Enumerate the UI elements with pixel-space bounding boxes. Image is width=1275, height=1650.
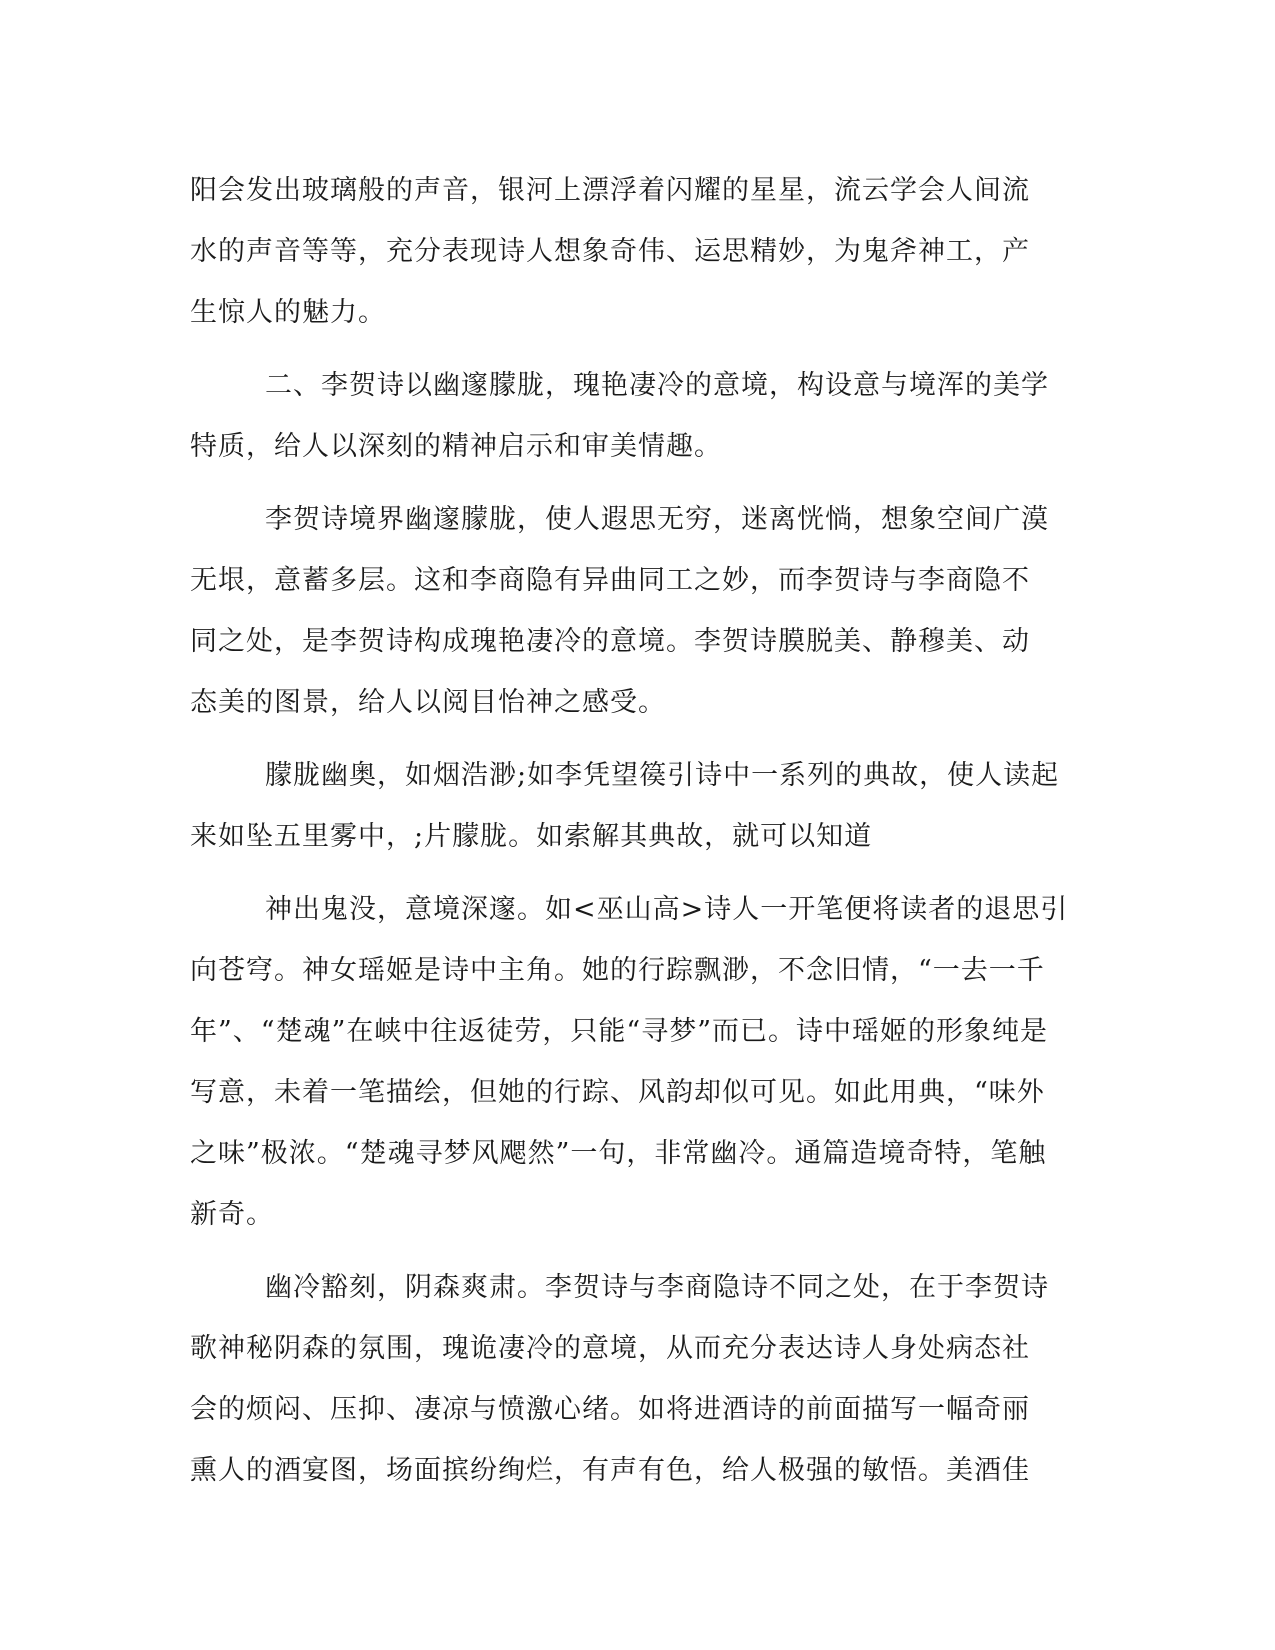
- text-line: 幽冷豁刻，阴森爽肃。李贺诗与李商隐诗不同之处，在于李贺诗: [265, 1272, 1049, 1303]
- paragraph-4: [190, 745, 1090, 867]
- text-line: 会的烦闷、压抑、凄凉与愤激心绪。如将进酒诗的前面描写一幅奇丽: [190, 1394, 1030, 1425]
- text-line: 新奇。: [190, 1199, 274, 1230]
- text-line: 无垠，意蓄多层。这和李商隐有异曲同工之妙，而李贺诗与李商隐不: [190, 565, 1030, 596]
- text-line: 神出鬼没，意境深邃。如<巫山高>诗人一开笔便将读者的退思引: [265, 894, 1069, 925]
- text-line: 熏人的酒宴图，场面摈纷绚烂，有声有色，给人极强的敏悟。美酒佳: [190, 1455, 1030, 1486]
- text-line: 来如坠五里雾中，;片朦胧。如索解其典故，就可以知道: [190, 821, 873, 852]
- text-line: 写意，未着一笔描绘，但她的行踪、风韵却似可见。如此用典，“味外: [190, 1077, 1045, 1108]
- text-line: 李贺诗境界幽邃朦胧，使人遐思无穷，迷离恍惝，想象空间广漠: [265, 504, 1049, 535]
- text-line: 水的声音等等，充分表现诗人想象奇伟、运思精妙，为鬼斧神工，产: [190, 236, 1030, 267]
- text-line: 朦胧幽奥，如烟浩渺;如李凭望篌引诗中一系列的典故，使人读起: [265, 760, 1060, 791]
- paragraph-3: [190, 489, 1090, 733]
- paragraph-1: [190, 160, 1090, 343]
- text-line: 二、李贺诗以幽邃朦胧，瑰艳凄冷的意境，构设意与境浑的美学: [265, 370, 1049, 401]
- text-line: 之味”极浓。“楚魂寻梦风飔然”一句，非常幽冷。通篇造境奇特，笔触: [190, 1138, 1047, 1169]
- text-line: 阳会发出玻璃般的声音，银河上漂浮着闪耀的星星，流云学会人间流: [190, 175, 1030, 206]
- body-text: [190, 160, 1090, 1501]
- text-line: 年”、“楚魂”在峡中往返徒劳，只能“寻梦”而已。诗中瑶姬的形象纯是: [190, 1016, 1049, 1047]
- text-line: 歌神秘阴森的氛围，瑰诡凄冷的意境，从而充分表达诗人身处病态社: [190, 1333, 1030, 1364]
- text-line: 生惊人的魅力。: [190, 297, 386, 328]
- paragraph-5: [190, 879, 1090, 1245]
- text-line: 特质，给人以深刻的精神启示和审美情趣。: [190, 431, 722, 462]
- paragraph-6: [190, 1257, 1090, 1501]
- text-line: 态美的图景，给人以阅目怡神之感受。: [190, 687, 666, 718]
- text-line: 同之处，是李贺诗构成瑰艳凄冷的意境。李贺诗膜脱美、静穆美、动: [190, 626, 1030, 657]
- text-line: 向苍穹。神女瑶姬是诗中主角。她的行踪飘渺，不念旧情，“一去一千: [190, 955, 1045, 986]
- paragraph-2: [190, 355, 1090, 477]
